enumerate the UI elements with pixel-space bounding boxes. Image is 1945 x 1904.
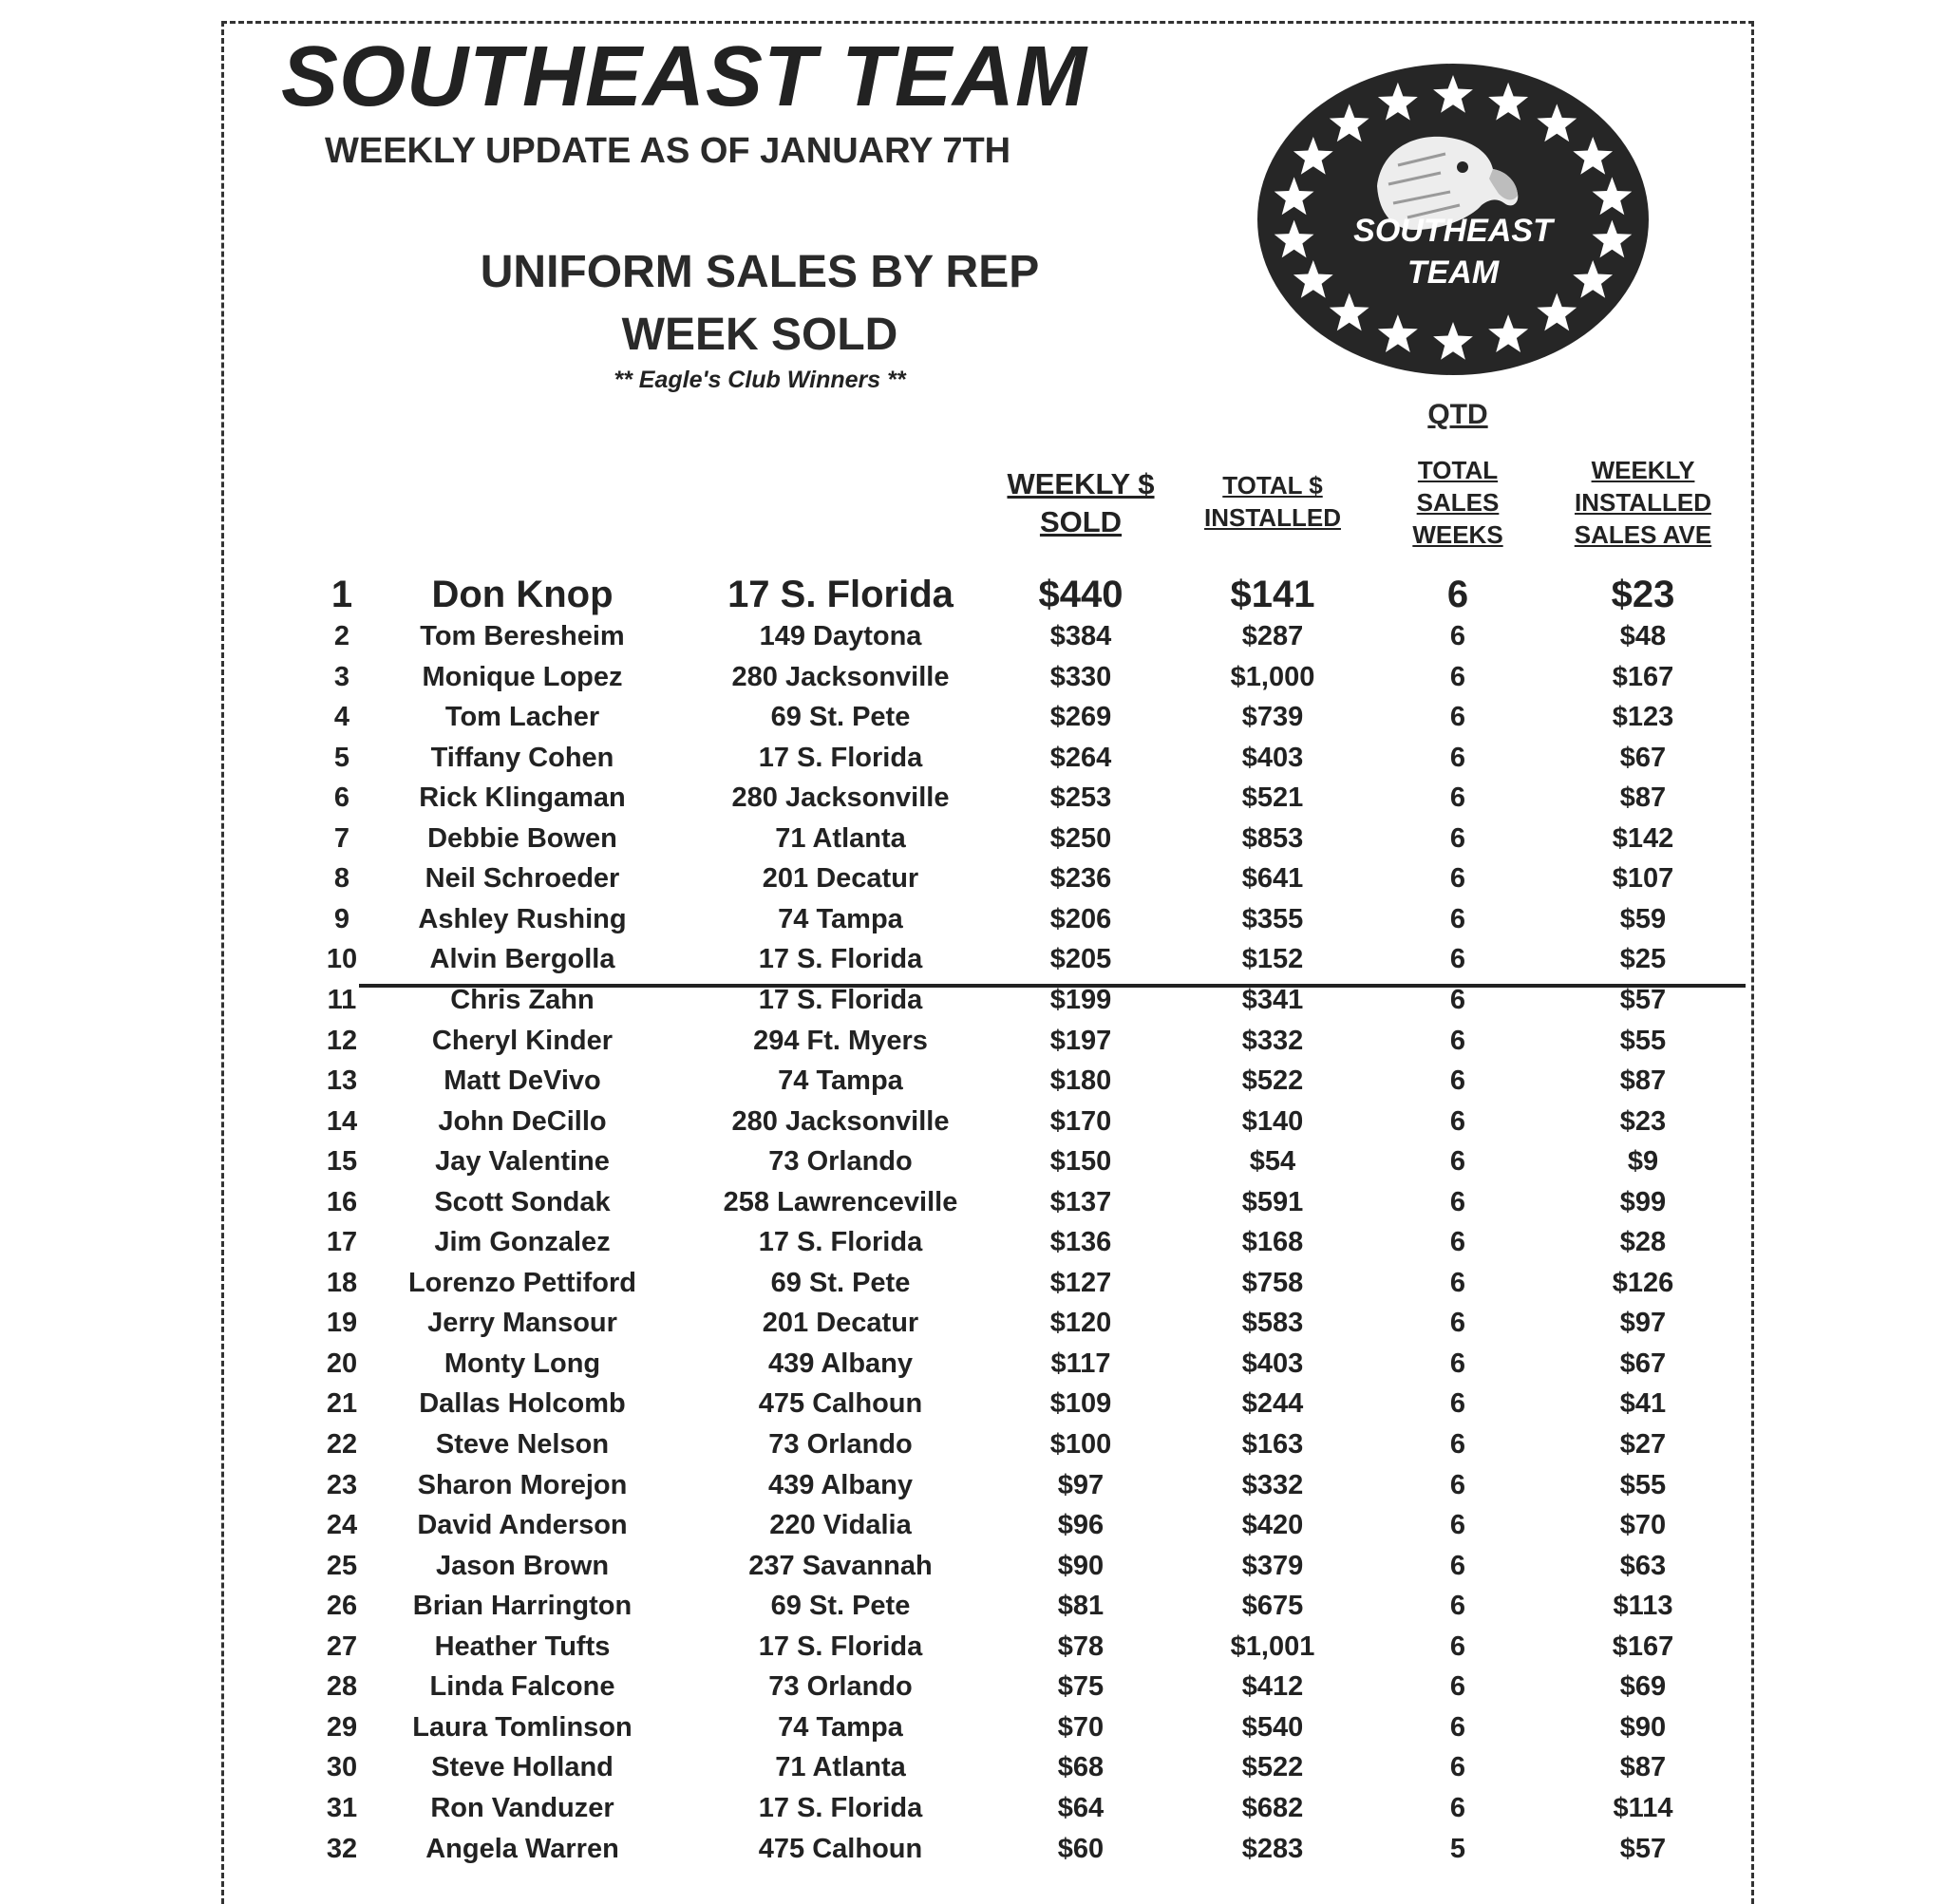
location-cell: 439 Albany [767, 1348, 914, 1379]
total-installed-cell: $591 [1241, 1186, 1304, 1217]
location-cell: 475 Calhoun [758, 1388, 923, 1420]
rank-cell: 23 [326, 1469, 358, 1500]
location-cell: 17 S. Florida [758, 742, 923, 773]
rep-name: Chris Zahn [450, 984, 595, 1015]
rank-cell: 20 [326, 1348, 358, 1379]
sales-weeks-cell: 5 [1449, 1833, 1466, 1864]
weekly-ave-cell: $126 [1612, 1267, 1674, 1298]
weekly-ave-cell: $107 [1612, 863, 1674, 895]
col-header-total-sales-weeks [1396, 454, 1520, 551]
rank-cell: 29 [326, 1711, 358, 1743]
sales-weeks-cell: 6 [1449, 1550, 1466, 1581]
weekly-ave-cell: $113 [1613, 1591, 1673, 1622]
location-cell: 69 St. Pete [770, 1591, 911, 1622]
rank-cell: 17 [326, 1227, 358, 1258]
rank-cell: 24 [326, 1510, 358, 1541]
report-title-line-2: WEEK SOLD [621, 310, 898, 360]
sales-weeks-cell: 6 [1449, 1308, 1466, 1339]
weekly-sold-cell: $253 [1049, 782, 1112, 814]
weekly-sold-cell: $199 [1049, 984, 1112, 1015]
weekly-sold-cell: $96 [1057, 1510, 1105, 1541]
rank-cell: 21 [326, 1388, 358, 1420]
logo-text-line-1: SOUTHEAST [1353, 213, 1553, 249]
col-header-weekly-sold [988, 465, 1174, 541]
rep-name: Cheryl Kinder [431, 1025, 614, 1056]
total-installed-cell: $54 [1249, 1146, 1296, 1178]
weekly-sold-cell: $78 [1057, 1631, 1105, 1662]
sales-weeks-cell: 6 [1449, 1711, 1466, 1743]
rep-name: John DeCillo [438, 1105, 607, 1137]
sales-weeks-cell: 6 [1449, 742, 1466, 773]
weekly-ave-cell: $63 [1619, 1550, 1667, 1581]
rep-name: Jim Gonzalez [434, 1227, 611, 1258]
location-cell: 258 Lawrenceville [723, 1186, 958, 1217]
rep-name: Alvin Bergolla [429, 944, 615, 975]
total-installed-cell: $1,000 [1230, 661, 1315, 692]
sales-weeks-cell: 6 [1449, 944, 1466, 975]
weekly-sold-cell: $100 [1049, 1429, 1112, 1460]
rep-name: Dallas Holcomb [419, 1388, 626, 1420]
weekly-sold-cell: $75 [1057, 1671, 1105, 1703]
rank-cell: 30 [326, 1752, 358, 1783]
location-cell: 74 Tampa [778, 1711, 903, 1743]
rep-name: Lorenzo Pettiford [407, 1267, 637, 1298]
total-installed-cell: $140 [1241, 1105, 1304, 1137]
rep-name: Jason Brown [435, 1550, 610, 1581]
weekly-ave-cell: $99 [1619, 1186, 1667, 1217]
rank-cell: 3 [333, 661, 350, 692]
total-installed-cell: $163 [1241, 1429, 1304, 1460]
sales-weeks-cell: 6 [1449, 1267, 1466, 1298]
total-installed-cell: $332 [1241, 1469, 1304, 1500]
update-subtitle: WEEKLY UPDATE AS OF JANUARY 7TH [325, 131, 1011, 171]
location-cell: 280 Jacksonville [731, 1105, 950, 1137]
weekly-sold-cell: $197 [1049, 1025, 1112, 1056]
weekly-sold-cell: $236 [1049, 863, 1112, 895]
rank-cell: 11 [327, 984, 357, 1015]
sales-weeks-cell: 6 [1449, 1752, 1466, 1783]
col-header-weekly-sold-line-1: WEEKLY $ [1007, 467, 1155, 500]
rank-cell: 19 [326, 1308, 358, 1339]
sales-weeks-cell: 6 [1449, 1671, 1466, 1703]
eagles-club-divider [359, 984, 1746, 988]
col-header-total-sales-weeks-line-1: TOTAL [1417, 456, 1499, 484]
weekly-ave-cell: $27 [1619, 1429, 1667, 1460]
location-cell: 439 Albany [767, 1469, 914, 1500]
col-header-weekly-installed-ave-line-2: INSTALLED [1575, 488, 1711, 517]
total-installed-cell: $168 [1241, 1227, 1304, 1258]
rep-name: Tom Beresheim [420, 621, 625, 651]
rep-name: Don Knop [431, 574, 614, 615]
sales-weeks-cell: 6 [1449, 1792, 1466, 1823]
location-cell: 220 Vidalia [769, 1510, 912, 1541]
weekly-ave-cell: $25 [1619, 944, 1667, 975]
location-cell: 17 S. Florida [758, 984, 923, 1015]
rank-cell: 6 [333, 782, 350, 814]
weekly-sold-cell: $440 [1038, 574, 1124, 615]
location-cell: 237 Savannah [748, 1550, 933, 1581]
total-installed-cell: $1,001 [1230, 1631, 1315, 1662]
col-header-total-installed [1187, 469, 1358, 534]
weekly-ave-cell: $114 [1613, 1792, 1673, 1823]
location-cell: 280 Jacksonville [731, 661, 950, 692]
weekly-sold-cell: $60 [1057, 1833, 1105, 1864]
sales-weeks-cell: 6 [1449, 1186, 1466, 1217]
total-installed-cell: $853 [1241, 822, 1304, 854]
sales-weeks-cell: 6 [1449, 1429, 1466, 1460]
sales-weeks-cell: 6 [1449, 1146, 1466, 1178]
sales-weeks-cell: 6 [1449, 1388, 1466, 1420]
location-cell: 71 Atlanta [775, 822, 906, 854]
rank-cell: 14 [326, 1105, 358, 1137]
total-installed-cell: $332 [1241, 1025, 1304, 1056]
location-cell: 17 S. Florida [758, 944, 923, 975]
rep-name: Ron Vanduzer [430, 1792, 614, 1823]
total-installed-cell: $412 [1241, 1671, 1304, 1703]
sales-weeks-cell: 6 [1449, 863, 1466, 895]
total-installed-cell: $244 [1241, 1388, 1304, 1420]
weekly-ave-cell: $55 [1619, 1469, 1667, 1500]
total-installed-cell: $739 [1241, 702, 1304, 733]
rank-cell: 12 [326, 1025, 358, 1056]
total-installed-cell: $521 [1241, 782, 1304, 814]
rep-name: Heather Tufts [434, 1631, 611, 1662]
rank-cell: 13 [326, 1065, 358, 1097]
weekly-ave-cell: $142 [1612, 822, 1674, 854]
weekly-ave-cell: $97 [1619, 1308, 1667, 1339]
location-cell: 17 S. Florida [758, 1227, 923, 1258]
sales-weeks-cell: 6 [1449, 661, 1466, 692]
rep-name: Monty Long [444, 1348, 601, 1379]
weekly-ave-cell: $67 [1619, 1348, 1667, 1379]
rep-name: Tiffany Cohen [430, 742, 614, 773]
weekly-ave-cell: $69 [1619, 1671, 1667, 1703]
weekly-ave-cell: $57 [1619, 1833, 1667, 1864]
total-installed-cell: $522 [1241, 1065, 1304, 1097]
qtd-label: QTD [1427, 399, 1488, 430]
sales-weeks-cell: 6 [1449, 984, 1466, 1015]
weekly-sold-cell: $150 [1049, 1146, 1112, 1178]
location-cell: 69 St. Pete [770, 702, 911, 733]
weekly-sold-cell: $109 [1049, 1388, 1112, 1420]
weekly-sold-cell: $330 [1049, 661, 1112, 692]
col-header-total-installed-line-1: TOTAL $ [1222, 471, 1323, 500]
weekly-ave-cell: $87 [1619, 782, 1667, 814]
total-installed-cell: $583 [1241, 1308, 1304, 1339]
sales-weeks-cell: 6 [1449, 782, 1466, 814]
location-cell: 149 Daytona [759, 621, 922, 651]
logo-text-line-2: TEAM [1407, 254, 1500, 291]
location-cell: 280 Jacksonville [731, 782, 950, 814]
weekly-ave-cell: $123 [1612, 702, 1674, 733]
location-cell: 17 S. Florida [758, 1792, 923, 1823]
location-cell: 73 Orlando [768, 1429, 913, 1460]
weekly-ave-cell: $9 [1627, 1146, 1659, 1178]
rep-name: David Anderson [417, 1510, 628, 1541]
rank-cell: 15 [326, 1146, 358, 1178]
weekly-sold-cell: $384 [1049, 621, 1112, 651]
weekly-ave-cell: $28 [1619, 1227, 1667, 1258]
sales-weeks-cell: 6 [1449, 1469, 1466, 1500]
location-cell: 74 Tampa [778, 1065, 903, 1097]
report-title-line-1: UNIFORM SALES BY REP [480, 247, 1040, 297]
location-cell: 17 S. Florida [758, 1631, 923, 1662]
total-installed-cell: $522 [1241, 1752, 1304, 1783]
location-cell: 71 Atlanta [775, 1752, 906, 1783]
rank-cell: 1 [330, 574, 353, 615]
sales-weeks-cell: 6 [1449, 1105, 1466, 1137]
total-installed-cell: $341 [1241, 984, 1304, 1015]
rep-name: Debbie Bowen [427, 822, 617, 854]
rep-name: Monique Lopez [422, 661, 623, 692]
weekly-sold-cell: $136 [1049, 1227, 1112, 1258]
weekly-ave-cell: $48 [1619, 621, 1667, 651]
weekly-ave-cell: $59 [1619, 903, 1667, 934]
sales-weeks-cell: 6 [1449, 1025, 1466, 1056]
weekly-sold-cell: $127 [1049, 1267, 1112, 1298]
rank-cell: 4 [333, 702, 350, 733]
weekly-sold-cell: $180 [1049, 1065, 1112, 1097]
sales-weeks-cell: 6 [1449, 1065, 1466, 1097]
location-cell: 73 Orlando [768, 1671, 913, 1703]
weekly-sold-cell: $170 [1049, 1105, 1112, 1137]
rep-name: Tom Lacher [444, 702, 600, 733]
total-installed-cell: $283 [1241, 1833, 1304, 1864]
rep-name: Matt DeVivo [444, 1065, 601, 1097]
location-cell: 294 Ft. Myers [753, 1025, 928, 1056]
total-installed-cell: $141 [1230, 574, 1315, 615]
rep-name: Rick Klingaman [419, 782, 626, 814]
sales-weeks-cell: 6 [1449, 1631, 1466, 1662]
eagles-club-note: ** Eagle's Club Winners ** [614, 367, 906, 393]
sales-weeks-cell: 6 [1449, 702, 1466, 733]
location-cell: 73 Orlando [768, 1146, 913, 1178]
total-installed-cell: $420 [1241, 1510, 1304, 1541]
total-installed-cell: $641 [1241, 863, 1304, 895]
sales-weeks-cell: 6 [1449, 1510, 1466, 1541]
total-installed-cell: $287 [1241, 621, 1304, 651]
col-header-weekly-installed-ave [1558, 454, 1728, 551]
weekly-sold-cell: $117 [1050, 1348, 1111, 1379]
weekly-ave-cell: $87 [1619, 1065, 1667, 1097]
total-installed-cell: $758 [1241, 1267, 1304, 1298]
location-cell: 475 Calhoun [758, 1833, 923, 1864]
rep-name: Neil Schroeder [425, 863, 620, 895]
weekly-ave-cell: $55 [1619, 1025, 1667, 1056]
col-header-weekly-sold-line-2: SOLD [1039, 505, 1123, 538]
weekly-sold-cell: $90 [1057, 1550, 1105, 1581]
rank-cell: 18 [326, 1267, 358, 1298]
total-installed-cell: $403 [1241, 742, 1304, 773]
rep-name: Steve Nelson [435, 1429, 610, 1460]
col-header-weekly-installed-ave-line-3: SALES AVE [1574, 520, 1712, 549]
rank-cell: 10 [326, 944, 358, 975]
location-cell: 201 Decatur [762, 863, 919, 895]
rep-name: Linda Falcone [429, 1671, 615, 1703]
rank-cell: 8 [333, 863, 350, 895]
weekly-ave-cell: $87 [1619, 1752, 1667, 1783]
weekly-sold-cell: $81 [1057, 1591, 1105, 1622]
rank-cell: 31 [326, 1792, 358, 1823]
sales-weeks-cell: 6 [1449, 1227, 1466, 1258]
weekly-sold-cell: $70 [1057, 1711, 1105, 1743]
weekly-ave-cell: $41 [1619, 1388, 1667, 1420]
rep-name: Scott Sondak [434, 1186, 611, 1217]
weekly-ave-cell: $23 [1611, 574, 1675, 615]
rep-name: Jay Valentine [435, 1146, 610, 1178]
rep-name: Ashley Rushing [418, 903, 627, 934]
sales-weeks-cell: 6 [1449, 1591, 1466, 1622]
weekly-sold-cell: $120 [1049, 1308, 1112, 1339]
weekly-ave-cell: $167 [1612, 1631, 1674, 1662]
rep-name: Angela Warren [425, 1833, 619, 1864]
location-cell: 17 S. Florida [727, 574, 954, 615]
location-cell: 69 St. Pete [770, 1267, 911, 1298]
rank-cell: 26 [326, 1591, 358, 1622]
weekly-ave-cell: $57 [1619, 984, 1667, 1015]
total-installed-cell: $379 [1241, 1550, 1304, 1581]
rank-cell: 32 [326, 1833, 358, 1864]
total-installed-cell: $403 [1241, 1348, 1304, 1379]
weekly-sold-cell: $206 [1049, 903, 1112, 934]
sales-weeks-cell: 6 [1449, 903, 1466, 934]
rank-cell: 2 [333, 621, 350, 651]
rank-cell: 5 [333, 742, 350, 773]
total-installed-cell: $540 [1241, 1711, 1304, 1743]
weekly-sold-cell: $269 [1049, 702, 1112, 733]
sales-weeks-cell: 6 [1446, 574, 1469, 615]
col-header-total-sales-weeks-line-2: SALES [1416, 488, 1500, 517]
rank-cell: 22 [326, 1429, 358, 1460]
team-title: SOUTHEAST TEAM [281, 29, 1088, 124]
weekly-sold-cell: $137 [1049, 1186, 1112, 1217]
location-cell: 201 Decatur [762, 1308, 919, 1339]
total-installed-cell: $355 [1241, 903, 1304, 934]
weekly-sold-cell: $264 [1049, 742, 1112, 773]
weekly-ave-cell: $67 [1619, 742, 1667, 773]
total-installed-cell: $682 [1241, 1792, 1304, 1823]
weekly-sold-cell: $250 [1049, 822, 1112, 854]
weekly-ave-cell: $167 [1612, 661, 1674, 692]
sales-weeks-cell: 6 [1449, 621, 1466, 651]
weekly-ave-cell: $23 [1619, 1105, 1667, 1137]
total-installed-cell: $675 [1241, 1591, 1304, 1622]
total-installed-cell: $152 [1241, 944, 1304, 975]
rep-name: Sharon Morejon [417, 1469, 628, 1500]
col-header-total-sales-weeks-line-3: WEEKS [1412, 520, 1503, 549]
weekly-sold-cell: $68 [1057, 1752, 1105, 1783]
rank-cell: 25 [326, 1550, 358, 1581]
weekly-sold-cell: $205 [1049, 944, 1112, 975]
weekly-sold-cell: $64 [1057, 1792, 1105, 1823]
rep-name: Brian Harrington [412, 1591, 633, 1622]
rank-cell: 7 [333, 822, 350, 854]
weekly-ave-cell: $90 [1619, 1711, 1667, 1743]
weekly-ave-cell: $70 [1619, 1510, 1667, 1541]
rank-cell: 28 [326, 1671, 358, 1703]
location-cell: 74 Tampa [778, 903, 903, 934]
sales-weeks-cell: 6 [1449, 822, 1466, 854]
rank-cell: 27 [326, 1631, 358, 1662]
report-title [446, 241, 1073, 367]
col-header-weekly-installed-ave-line-1: WEEKLY [1591, 456, 1695, 484]
rep-name: Jerry Mansour [427, 1308, 617, 1339]
weekly-sold-cell: $97 [1057, 1469, 1105, 1500]
rep-name: Laura Tomlinson [412, 1711, 633, 1743]
rank-cell: 16 [326, 1186, 358, 1217]
col-header-total-installed-line-2: INSTALLED [1204, 503, 1341, 532]
southeast-team-logo [1256, 61, 1651, 378]
sales-weeks-cell: 6 [1449, 1348, 1466, 1379]
rep-name: Steve Holland [431, 1752, 614, 1783]
rank-cell: 9 [333, 903, 350, 934]
